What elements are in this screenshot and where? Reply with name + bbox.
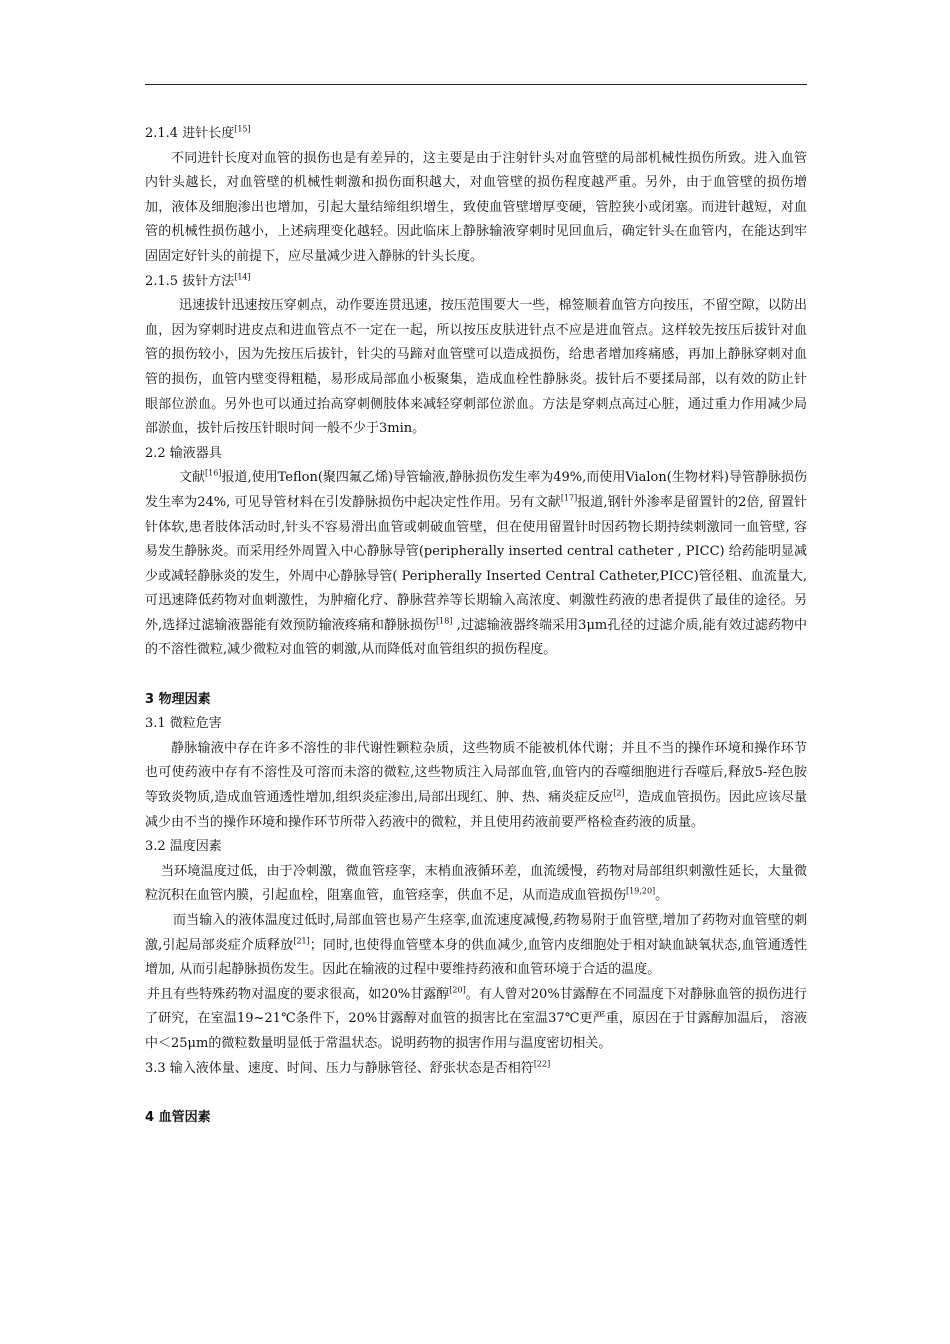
paragraph-particle-hazard: 静脉输液中存在许多不溶性的非代谢性颗粒杂质，这些物质不能被机体代谢；并且不当的操作环境和操作环节也可使药液中存有不溶性及可溶而未溶的微粒,这些物质注入局部血管,血管内的吞噬细胞进行吞噬后,释放5-羟色胺等致炎物质,造成血管通透性增加,组织炎症渗出,局部出现红、肿、热、痛炎症反应[2]，造成血管损伤。因此应该尽量减少由不当的操作环境和操作环节所带入药液中的微粒，并且使用药液前要严格检查药液的质量。 [145,740,807,830]
header-rule [145,84,807,85]
section-heading-2-1-4: 2.1.4 进针长度[15] [145,124,251,141]
paragraph-mannitol-temperature: 并且有些特殊药物对温度的要求很高，如20%甘露醇[20]。有人曾对20%甘露醇在不同温度下对静脉血管的损伤进行了研究，在室温19~21℃条件下，20%甘露醇对血管的损害比在室温37℃更严重，原因在于甘露醇加温后， 溶液中＜25μm的微粒数量明显低于常温状态。说明药物的损害作用与温度密切相关。 [145,985,807,1051]
paragraph-temperature-low-env: 当环境温度过低，由于冷刺激，微血管痉挛，末梢血液循环差，血流缓慢，药物对局部组织刺激性延长，大量微粒沉积在血管内膜，引起血栓，阻塞血管，血管痉挛，供血不足，从而造成血管损伤[19,20]。 [145,863,807,904]
section-heading-3: 3 物理因素 [145,691,211,707]
citation: [2] [613,788,625,798]
section-heading-2-1-5: 2.1.5 拔针方法[14] [145,272,251,289]
section-heading-2-2: 2.2 输液器具 [145,445,222,461]
paragraph-needle-removal: 迅速拔针迅速按压穿刺点，动作要连贯迅速，按压范围要大一些，棉签顺着血管方向按压，不留空隙，以防出血，因为穿刺时进皮点和进血管点不一定在一起，所以按压皮肤进针点不应是进血管点。这样较先按压后拔针对血管的损伤较小，因为先按压后拔针，针尖的马蹄对血管壁可以造成损伤，给患者增加疼痛感，再加上静脉穿刺对血管的损伤，血管内壁变得粗糙，易形成局部血小板聚集，造成血栓性静脉炎。拔针后不要揉局部，以有效的防止针眼部位淤血。另外也可以通过抬高穿刺侧肢体来减轻穿刺部位淤血。方法是穿刺点高过心脏，通过重力作用减少局部淤血，拔针后按压针眼时间一般不少于3min。 [145,298,807,437]
document-body [145,122,807,1130]
paragraph-needle-length: 不同进针长度对血管的损伤也是有差异的，这主要是由于注射针头对血管壁的局部机械性损伤所致。进入血管内针头越长，对血管壁的机械性刺激和损伤面积越大，对血管壁的损伤程度越严重。另外，由于血管壁的损伤增加，液体及细胞渗出也增加，引起大量结缔组织增生，致使血管壁增厚变硬，管腔狭小或闭塞。而进针越短，对血管的机械性损伤越小，上述病理变化越轻。因此临床上静脉输液穿刺时见回血后，确定针头在血管内，在能达到牢固固定好针头的前提下，应尽量减少进入静脉的针头长度。 [145,150,807,264]
paragraph-infusion-devices: 文献[16]报道,使用Teflon(聚四氟乙烯)导管输液,静脉损伤发生率为49%,而使用Vialon(生物材料)导管静脉损伤发生率为24%, 可见导管材料在引发静脉损伤中起决定性作用。另有文献[17]报道,钢针外渗率是留置针的2倍, 留置针针体软,患者肢体活动时,针头不容易滑出血管或刺破血管壁，但在使用留置针时因药物长期持续刺激同一血管壁, 容易发生静脉炎。而采用经外周置入中心静脉导管(peripherally inserted central catheter , PICC) 给药能明显减少或减轻静脉炎的发生，外周中心静脉导管( Peripherally Inserted Central Catheter,PICC)管径粗、血流量大,可迅速降低药物对血刺激性，为肿瘤化疗、静脉营养等长期输入高浓度、刺激性药液的患者提供了最佳的途径。另外,选择过滤输液器能有效预防输液疼痛和静脉损伤[18] ,过滤输液器终端采用3μm孔径的过滤介质,能有效过滤药物中的不溶性微粒,减少微粒对血管的刺激,从而降低对血管组织的损伤程度。 [145,468,807,658]
citation: [15] [234,124,251,134]
citation: [19,20] [626,887,656,897]
citation: [14] [234,272,251,282]
citation: [18] [436,616,453,626]
section-heading-3-3: 3.3 输入液体量、速度、时间、压力与静脉管径、舒张状态是否相符[22] [145,1059,551,1076]
citation: [22] [533,1059,551,1069]
citation: [16] [205,468,222,478]
section-heading-3-2: 3.2 温度因素 [145,839,222,855]
citation: [20] [449,985,466,995]
paragraph-temperature-low-fluid: 而当输入的液体温度过低时,局部血管也易产生痉挛,血流速度减慢,药物易附于血管壁,增加了药物对血管壁的刺激,引起局部炎症介质释放[21]；同时,也使得血管壁本身的供血减少,血管内皮细胞处于相对缺血缺氧状态,血管通透性增加, 从而引起静脉损伤发生。因此在输液的过程中要维持药液和血管环境于合适的温度。 [145,913,807,978]
section-heading-3-1: 3.1 微粒危害 [145,716,222,732]
section-heading-4: 4 血管因素 [145,1109,211,1125]
citation: [17] [560,493,578,503]
citation: [21] [293,936,310,946]
